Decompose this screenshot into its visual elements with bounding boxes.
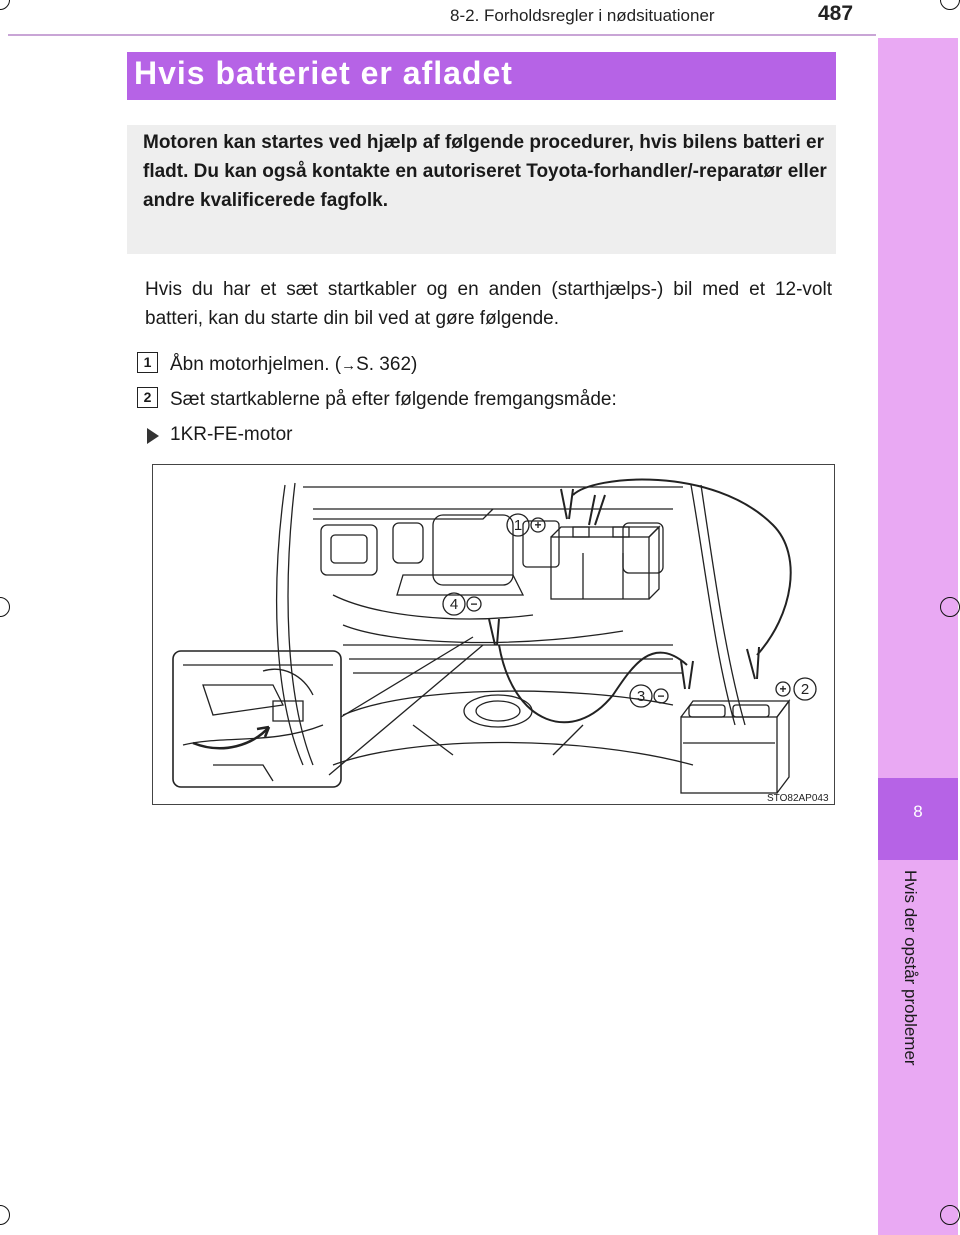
chapter-number: 8 (913, 802, 923, 821)
minus-terminal-icon-booster: − (657, 689, 665, 703)
page-heading: Hvis batteriet er afladet (134, 55, 513, 91)
step-1-number: 1 (137, 352, 158, 373)
reference-arrow-icon: → (341, 357, 357, 374)
page-number: 487 (818, 2, 854, 25)
engine-bay-drawing (153, 465, 834, 804)
bullet-text: 1KR-FE-motor (170, 424, 293, 445)
callout-2: 2 (800, 681, 810, 698)
step-2-text: Sæt startkablerne på efter følgende fremgangsmåde: (170, 389, 617, 410)
bullet-triangle-icon (147, 428, 159, 444)
callout-1: 1 (513, 517, 523, 534)
step-1-text (170, 354, 417, 376)
registration-mark-icon (940, 597, 960, 617)
intro-text: Motoren kan startes ved hjælp af følgende procedurer, hvis bilens batteri er fladt. Du kan også kontakte en autoriseret Toyota-forhandler/-reparatør eller andre kvalificerede fagfolk. (143, 132, 827, 211)
minus-ground-icon: − (470, 597, 478, 611)
step-1-label: Åbn motorhjelmen. ( (170, 354, 342, 375)
registration-mark-icon (940, 1205, 960, 1225)
plus-terminal-icon: + (534, 518, 542, 532)
chapter-title: Hvis der opstår problemer (901, 870, 920, 1066)
callout-3: 3 (636, 688, 646, 705)
section-title: 8-2. Forholdsregler i nødsituationer (450, 6, 715, 25)
figure-code: STO82AP043 (767, 793, 829, 804)
registration-mark-icon (0, 1205, 10, 1225)
body-paragraph: Hvis du har et sæt startkabler og en anden (starthjælps-) bil med et 12-volt batteri, kan du starte din bil ved at gøre følgende. (145, 279, 832, 329)
step-1-page-ref[interactable]: S. 362) (356, 354, 418, 375)
registration-mark-icon (0, 597, 10, 617)
registration-mark-icon (940, 0, 960, 10)
step-2-number: 2 (137, 387, 158, 408)
plus-terminal-icon-booster: + (779, 682, 787, 696)
registration-mark-icon (0, 0, 10, 10)
header-rule (8, 34, 876, 36)
jump-start-illustration (152, 464, 835, 805)
callout-4: 4 (449, 596, 459, 613)
